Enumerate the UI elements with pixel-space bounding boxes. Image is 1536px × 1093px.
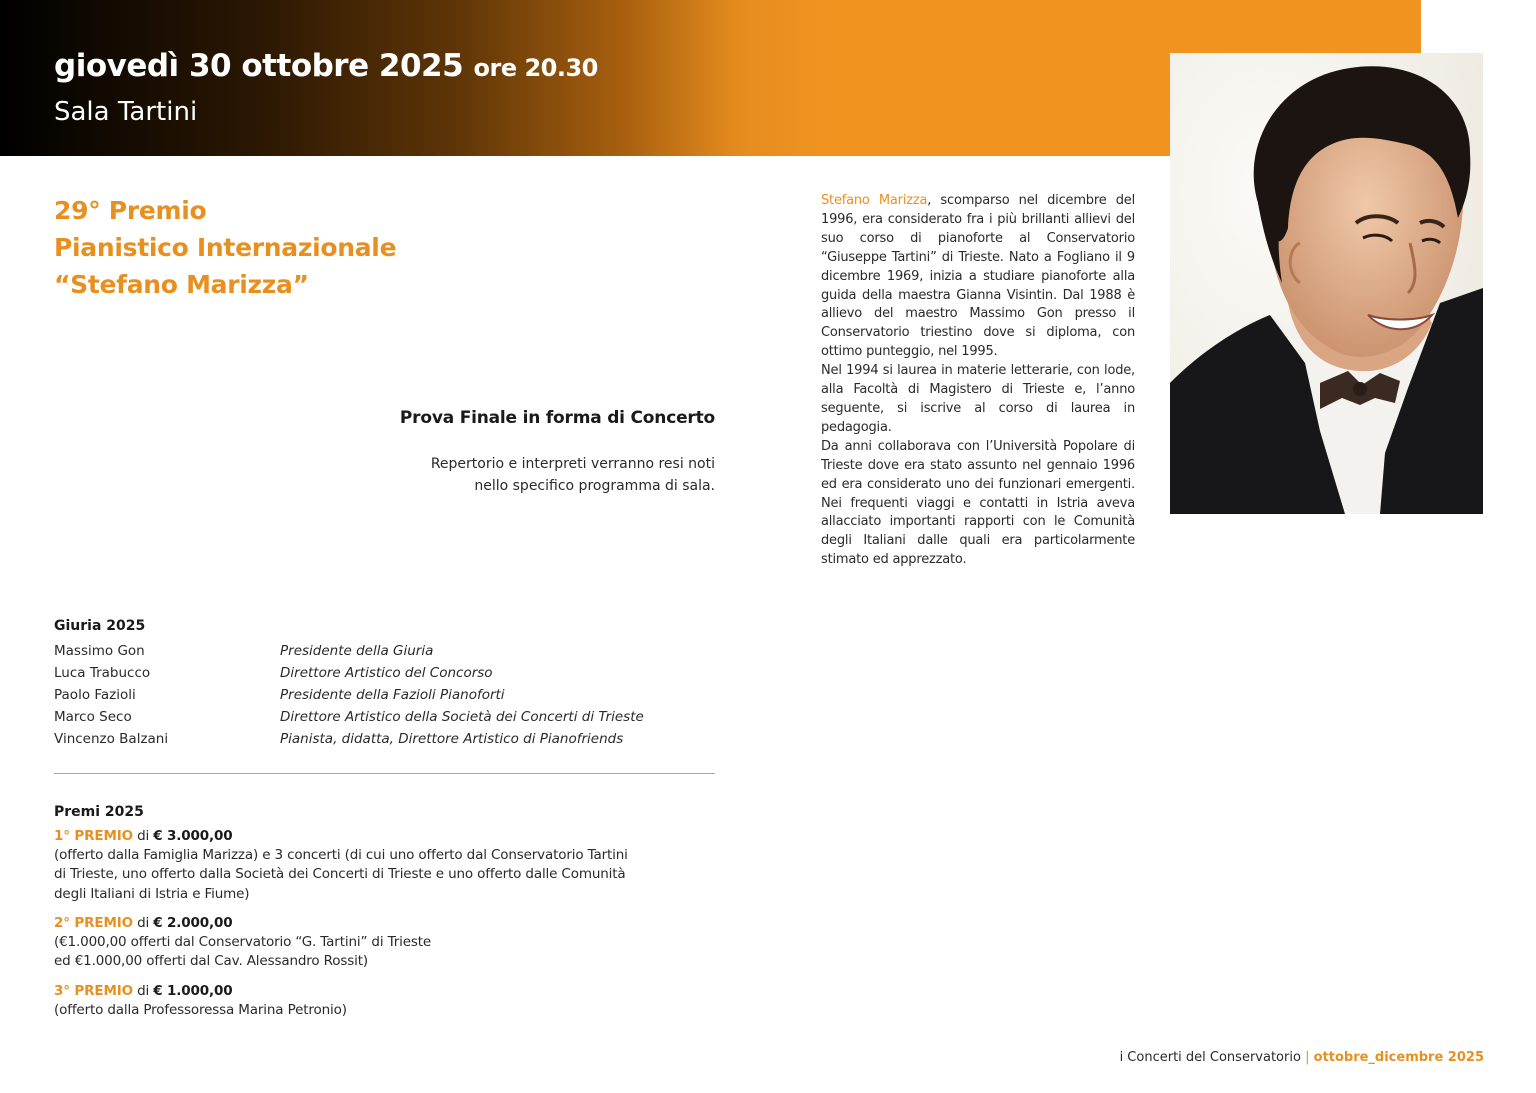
event-title-line: “Stefano Marizza” <box>54 270 309 299</box>
final-round-title: Prova Finale in forma di Concerto <box>399 408 715 428</box>
event-title-line: Pianistico Internazionale <box>54 233 397 262</box>
jury-member-name: Luca Trabucco <box>54 665 151 681</box>
portrait-photo <box>1170 53 1483 514</box>
prize-connector: di <box>132 828 154 844</box>
jury-member-role: Direttore Artistico della Società dei Concerti di Trieste <box>280 709 644 725</box>
footer-series: i Concerti del Conservatorio <box>1119 1050 1301 1065</box>
event-title-line: 29° Premio <box>54 196 207 225</box>
event-time: ore 20.30 <box>473 54 598 82</box>
prize-second <box>54 914 716 972</box>
prize-connector: di <box>132 915 154 931</box>
bio-paragraph-text: , scomparso nel dicembre del 1996, era considerato fra i più brillanti allievi del suo corso di pianoforte al Conservatorio “Giuseppe Tartini” di Trieste. Nato a Fogliano il 9 dicembre 1969, inizia a studiare pianoforte alla guida della maestra Gianna Visintin. Dal 1988 è allievo del maestro Massimo Gon presso il Conservatorio triestino dove si diploma, con ottimo punteggio, nel 1995. <box>821 193 1135 360</box>
jury-member-role: Pianista, didatta, Direttore Artistico di Pianofriends <box>280 731 624 747</box>
prize-detail-line: (offerto dalla Professoressa Marina Petronio) <box>54 1002 347 1019</box>
final-round-description <box>355 453 715 497</box>
jury-member-role: Presidente della Fazioli Pianoforti <box>280 687 505 703</box>
jury-member-name: Paolo Fazioli <box>54 687 136 703</box>
prize-amount: € 1.000,00 <box>153 983 233 999</box>
portrait-illustration <box>1170 53 1483 514</box>
jury-member-role: Presidente della Giuria <box>280 643 434 659</box>
prize-connector: di <box>132 983 154 999</box>
jury-heading: Giuria 2025 <box>54 618 146 634</box>
bio-paragraph <box>821 192 1135 362</box>
prize-detail-line: di Trieste, uno offerto dalla Società dei Concerti di Trieste e uno offerto dalle Comunità <box>54 866 626 883</box>
prize-first <box>54 827 716 904</box>
event-venue: Sala Tartini <box>54 97 198 127</box>
jury-list <box>54 641 714 751</box>
jury-member-name: Massimo Gon <box>54 643 145 659</box>
footer-period: ottobre_dicembre 2025 <box>1313 1050 1484 1065</box>
jury-member-role: Direttore Artistico del Concorso <box>280 665 493 681</box>
prizes-heading: Premi 2025 <box>54 804 144 820</box>
bio-paragraph: Da anni collaborava con l’Università Popolare di Trieste dove era stato assunto nel gennaio 1996 ed era considerato uno dei funzionari emergenti. Nei frequenti viaggi e contatti in Istria aveva allacciato importanti rapporti con le Comunità degli Italiani dalle quali era particolarmente stimato ed apprezzato. <box>821 438 1135 568</box>
bio-name: Stefano Marizza <box>821 193 928 208</box>
jury-member-name: Vincenzo Balzani <box>54 731 169 747</box>
jury-row <box>54 685 714 707</box>
jury-row <box>54 729 714 751</box>
prize-head <box>54 827 716 846</box>
prize-head <box>54 982 716 1001</box>
prize-third <box>54 982 716 1020</box>
bio-paragraph: Nel 1994 si laurea in materie letterarie, con lode, alla Facoltà di Magistero di Trieste e, l’anno seguente, si iscrive al corso di laurea in pedagogia. <box>821 363 1135 435</box>
prize-detail-line: (offerto dalla Famiglia Marizza) e 3 concerti (di cui uno offerto dal Conservatorio Tartini <box>54 847 628 864</box>
prize-label: 3° PREMIO <box>54 983 133 999</box>
jury-member-name: Marco Seco <box>54 709 132 725</box>
event-date <box>54 48 598 84</box>
final-round-description-line: Repertorio e interpreti verranno resi noti <box>430 456 715 472</box>
prize-amount: € 2.000,00 <box>153 915 233 931</box>
event-date-text: giovedì 30 ottobre 2025 <box>54 48 464 84</box>
event-title <box>54 192 396 303</box>
footer-separator: | <box>1305 1050 1310 1065</box>
prize-label: 1° PREMIO <box>54 828 133 844</box>
prize-detail-line: degli Italiani di Istria e Fiume) <box>54 885 250 902</box>
prize-label: 2° PREMIO <box>54 915 133 931</box>
prize-detail-line: (€1.000,00 offerti dal Conservatorio “G. Tartini” di Trieste <box>54 934 432 951</box>
final-round-description-line: nello specifico programma di sala. <box>474 478 715 494</box>
section-divider <box>54 773 715 774</box>
jury-row <box>54 663 714 685</box>
prize-amount: € 3.000,00 <box>153 828 233 844</box>
jury-row <box>54 641 714 663</box>
footer <box>1120 1050 1484 1065</box>
biography <box>821 192 1135 570</box>
jury-row <box>54 707 714 729</box>
prize-detail-line: ed €1.000,00 offerti dal Cav. Alessandro Rossit) <box>54 953 368 970</box>
prize-head <box>54 914 716 933</box>
